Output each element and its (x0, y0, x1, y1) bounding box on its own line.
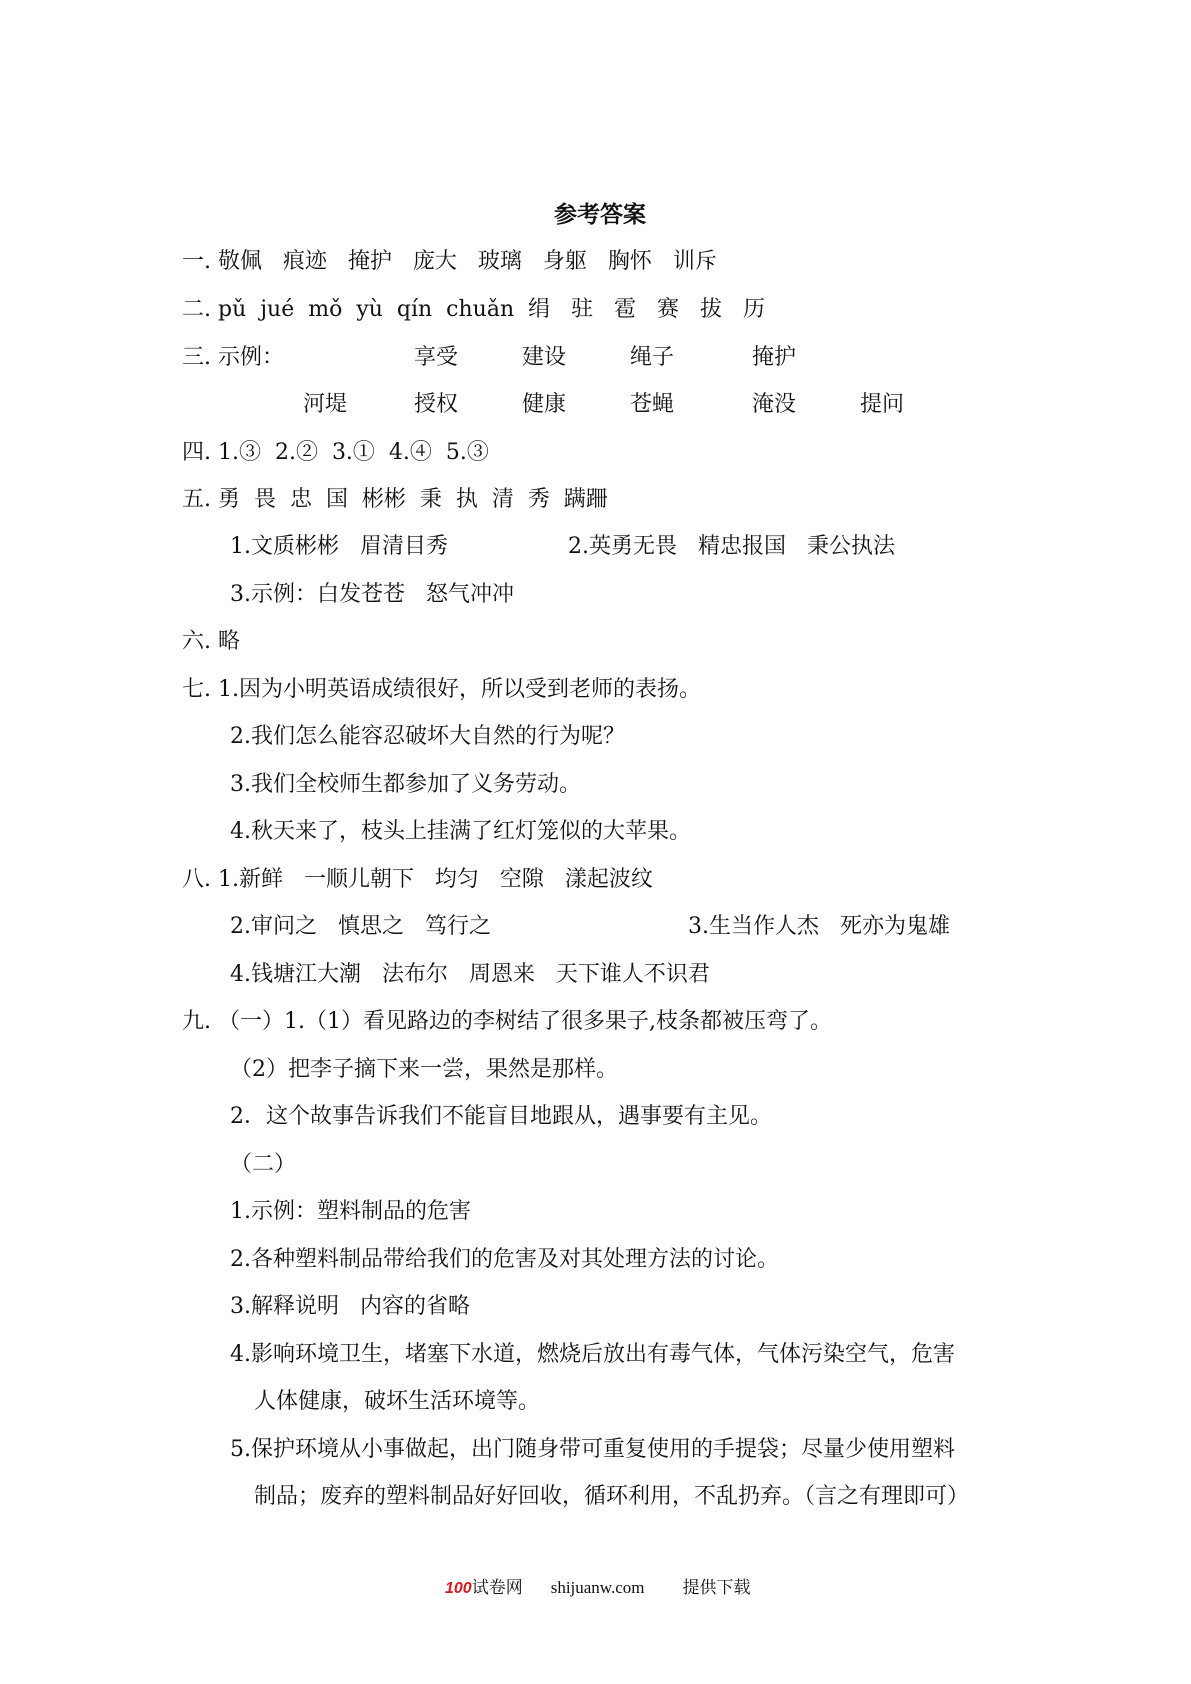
answer-section-2: 二. pǔ jué mǒ yù qín chuǎn 绢 驻 雹 赛 拔 历 (182, 297, 766, 322)
answer-7-item-4: 4.秋天来了，枝头上挂满了红灯笼似的大苹果。 (230, 819, 691, 844)
answer-3-word: 苍蝇 (630, 392, 675, 417)
answer-7-item-2: 2.我们怎么能容忍破坏大自然的行为呢？ (230, 724, 625, 749)
answer-3-word: 掩护 (752, 345, 797, 370)
answer-3-word: 健康 (522, 392, 567, 417)
answer-9-line: 2.各种塑料制品带给我们的危害及对其处理方法的讨论。 (230, 1247, 779, 1272)
answer-9-line: 5.保护环境从小事做起，出门随身带可重复使用的手提袋；尽量少使用塑料 (230, 1437, 955, 1462)
answer-3-word: 建设 (522, 345, 567, 370)
answer-9-line: 2．这个故事告诉我们不能盲目地跟从，遇事要有主见。 (230, 1104, 772, 1129)
footer (428, 1543, 751, 1634)
answer-section-6: 六. 略 (182, 629, 240, 654)
answer-9-line: （二） (230, 1152, 297, 1177)
answer-section-3-label: 三. 示例： (182, 345, 284, 370)
answer-5-item-2: 2.英勇无畏 精忠报国 秉公执法 (568, 534, 895, 559)
footer-note: 提供下载 (682, 1578, 751, 1597)
site-logo: 100 (445, 1580, 472, 1597)
answer-section-5: 五. 勇 畏 忠 国 彬彬 秉 执 清 秀 蹒跚 (182, 487, 608, 512)
answer-5-item-1: 1.文质彬彬 眉清目秀 (230, 534, 448, 559)
answer-9-line: 1.示例：塑料制品的危害 (230, 1199, 471, 1224)
answer-section-7: 七. 1.因为小明英语成绩很好，所以受到老师的表扬。 (182, 677, 701, 702)
answer-3-word: 河堤 (303, 392, 348, 417)
answer-8-item-2: 2.审问之 慎思之 笃行之 (230, 914, 491, 939)
answer-section-4: 四. 1.③ 2.② 3.① 4.④ 5.③ (182, 440, 489, 465)
answer-8-item-3: 3.生当作人杰 死亦为鬼雄 (688, 914, 950, 939)
answer-3-word: 授权 (414, 392, 459, 417)
answer-8-item-4: 4.钱塘江大潮 法布尔 周恩来 天下谁人不识君 (230, 962, 710, 987)
answer-3-word: 绳子 (630, 345, 675, 370)
answer-9-line: 4.影响环境卫生，堵塞下水道，燃烧后放出有毒气体，气体污染空气，危害 (230, 1342, 955, 1367)
answer-section-1: 一. 敬佩 痕迹 掩护 庞大 玻璃 身躯 胸怀 训斥 (182, 249, 717, 274)
answer-9-line: 3.解释说明 内容的省略 (230, 1294, 470, 1319)
page-title: 参考答案 (554, 201, 646, 228)
answer-9-line: 人体健康，破坏生活环境等。 (254, 1389, 541, 1414)
answer-section-8: 八. 1.新鲜 一顺儿朝下 均匀 空隙 漾起波纹 (182, 867, 653, 892)
answer-3-word: 淹没 (752, 392, 797, 417)
answer-3-word: 提问 (860, 392, 905, 417)
answer-5-item-3: 3.示例：白发苍苍 怒气冲冲 (230, 582, 514, 607)
footer-url[interactable]: shijuanw.com (550, 1578, 645, 1597)
answer-section-9: 九. （一）1.（1）看见路边的李树结了很多果子,枝条都被压弯了。 (182, 1009, 832, 1034)
footer-site-name: 试卷网 (471, 1578, 523, 1597)
answer-3-word: 享受 (414, 345, 459, 370)
answer-7-item-3: 3.我们全校师生都参加了义务劳动。 (230, 772, 581, 797)
answer-9-line: （2）把李子摘下来一尝，果然是那样。 (230, 1057, 618, 1082)
answer-9-line: 制品；废弃的塑料制品好好回收，循环利用，不乱扔弃。（言之有理即可） (254, 1484, 970, 1509)
